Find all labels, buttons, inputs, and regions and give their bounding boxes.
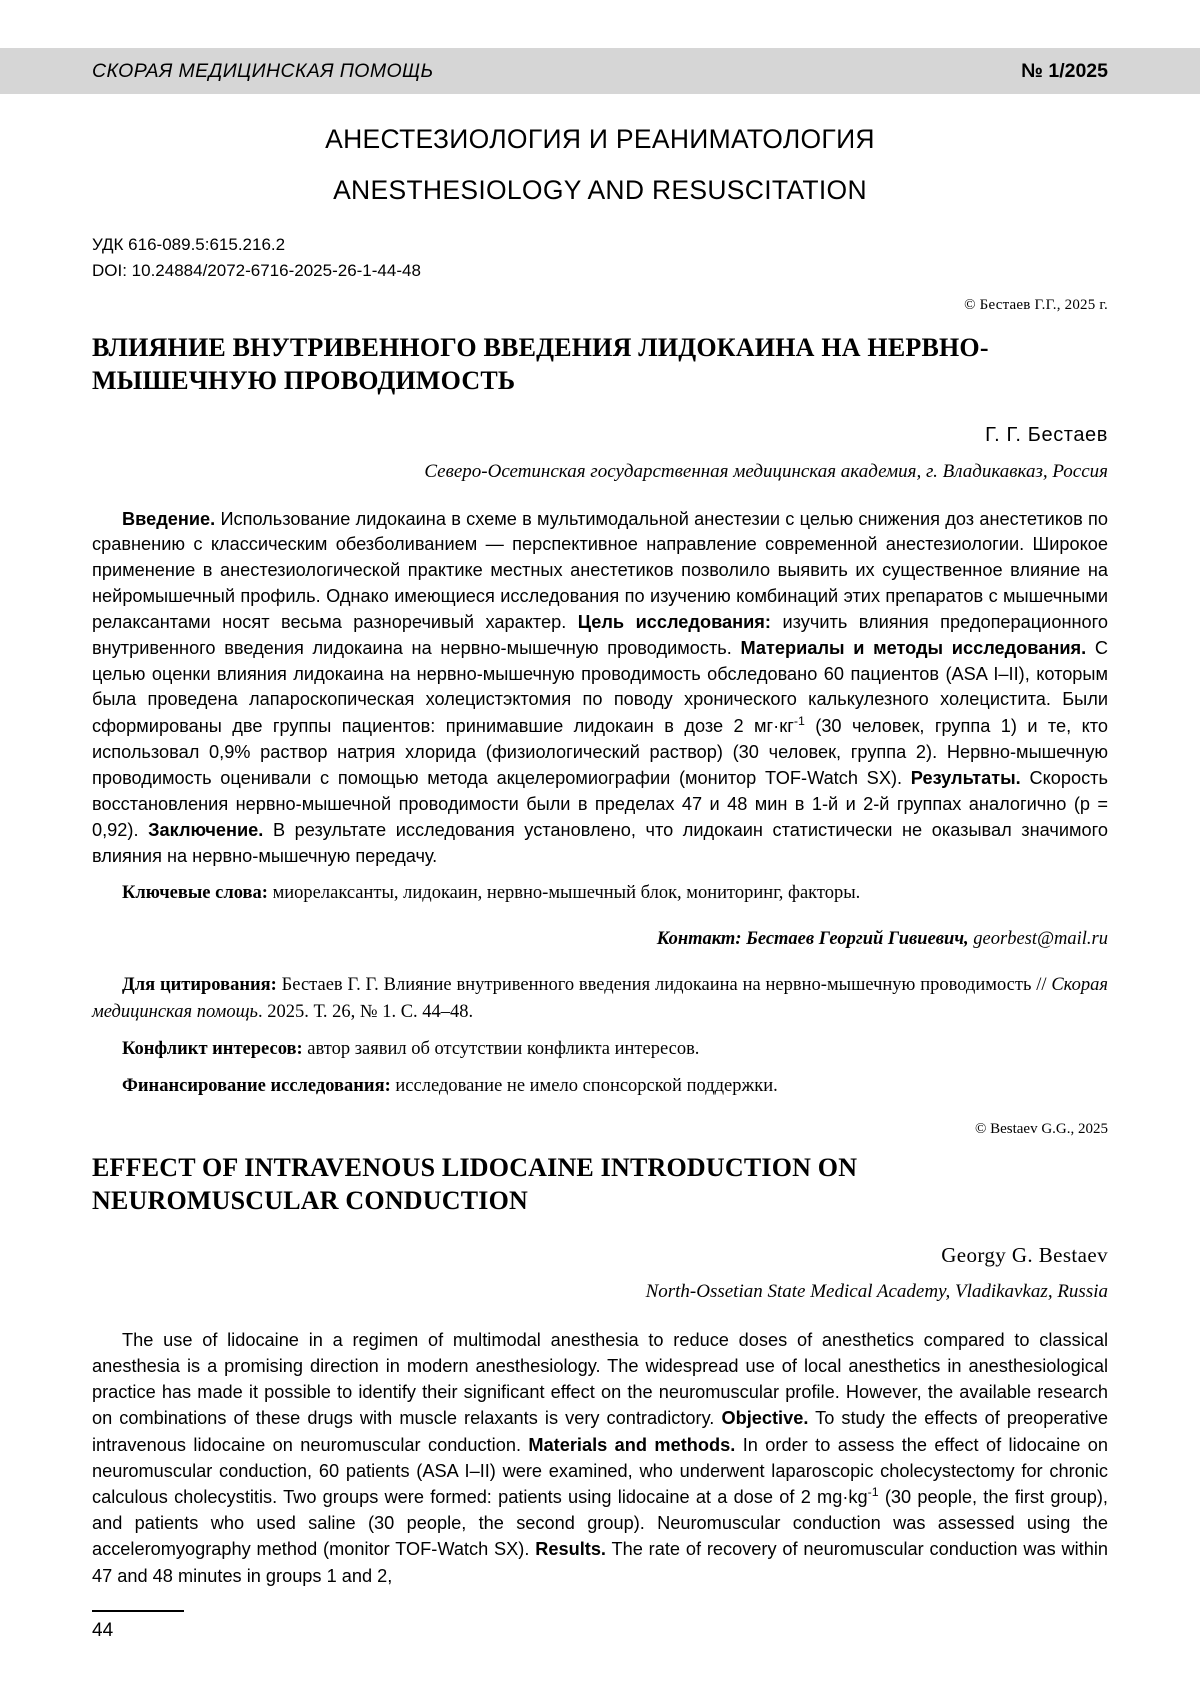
abstract-english: The use of lidocaine in a regimen of multimodal anesthesia to reduce doses of anesthetics compared to classical anesthesia is a promising direction in modern anesthesiology. The widespread use of local anesthetics in anesthesiological practice has made it possible to identify their significant effect on the neuromuscular profile. However, the available research on combinations of these drugs with muscle relaxants is very contradictory. Objective. To study the effects of preoperative intravenous lidocaine on neuromuscular conduction. Materials and methods. In order to assess the effect of lidocaine on neuromuscular conduction, 60 patients (ASA I–II) were examined, who underwent laparoscopic cholecystectomy for chronic calculous cholecystitis. Two groups were formed: patients using lidocaine at a dose of 2 $mg\cdot kg^{-1}$ (30 people, the first group), and patients who used saline (30 people, the second group). Neuromuscular conduction was assessed using the acceleromyography method (monitor TOF-Watch SX). Results. The rate of recovery of neuromuscular conduction was within 47 and 48 minutes in groups 1 and 2,: [92, 1329, 1108, 1586]
footer-divider: [92, 1610, 184, 1612]
funding-text: исследование не имело спонсорской поддержки.: [390, 1076, 778, 1097]
conflict-label: Конфликт интересов:: [122, 1038, 303, 1059]
citation-journal-name: Скорая медицинская помощь: [92, 975, 1108, 1022]
citation-text-part2: . 2025. Т. 26, № 1. С. 44–48.: [257, 1001, 474, 1022]
keywords-list-russian: миорелаксанты, лидокаин, нервно-мышечный блок, мониторинг, факторы.: [267, 883, 861, 904]
author-english: Georgy G. Bestaev: [941, 1242, 1108, 1267]
doi-code: DOI: 10.24884/2072-6716-2025-26-1-44-48: [92, 260, 421, 280]
page-footer: [92, 1610, 1108, 1642]
affiliation-english: North-Ossetian State Medical Academy, Vladikavkaz, Russia: [645, 1280, 1108, 1302]
identifier-block: [92, 232, 1108, 283]
funding-statement: [92, 1073, 1108, 1099]
conflict-of-interest: [92, 1036, 1108, 1062]
abstract-russian: Введение. Использование лидокаина в схеме в мультимодальной анестезии с целью снижения доз анестетиков по сравнению с классическим обезболиванием — перспективное направление современной анестезиологии. Широкое применение в анестезиологической практике местных анестетиков позволило выявить их существенное влияние на нейромышечный профиль. Однако имеющиеся исследования по изучению комбинаций этих препаратов с мышечными релаксантами носят весьма разноречивый характер. Цель исследования: изучить влияния предоперационного внутривенного введения лидокаина на нервно-мышечную проводимость. Материалы и методы исследования. С целью оценки влияния лидокаина на нервно-мышечную проводимость обследовано 60 пациентов (ASA I–II), которым была проведена лапароскопическая холецистэктомия по поводу хронического калькулезного холецистита. Были сформированы две группы пациентов: принимавшие лидокаин в дозе 2 $мг\cdot кг^{-1}$ (30 человек, группа 1) и те, кто использовал 0,9% раствор натрия хлорида (физиологический раствор) (30 человек, группа 2). Нервно-мышечную проводимость оценивали с помощью метода акцелеромиографии (монитор TOF-Watch SX). Результаты. Скорость восстановления нервно-мышечной проводимости были в пределах 47 и 48 мин в 1-й и 2-й группах аналогично (p = 0,92). Заключение. В результате исследования установлено, что лидокаин статистически не оказывал значимого влияния на нервно-мышечную передачу.: [92, 508, 1109, 866]
article-title-english: EFFECT OF INTRAVENOUS LIDOCAINE INTRODUCTION ON NEUROMUSCULAR CONDUCTION: [92, 1153, 858, 1215]
citation-russian: [92, 972, 1108, 1025]
citation-label: Для цитирования:: [122, 975, 277, 996]
keywords-label-russian: Ключевые слова:: [122, 883, 268, 904]
contact-label-russian: Контакт: Бестаев Георгий Гивиевич,: [656, 929, 969, 950]
page-content: [92, 112, 1108, 1589]
page-number: 44: [92, 1620, 114, 1641]
copyright-english: © Bestaev G.G., 2025: [974, 1121, 1108, 1138]
contact-email[interactable]: georbest@mail.ru: [968, 929, 1108, 950]
citation-text-part1: Бестаев Г. Г. Влияние внутривенного введения лидокаина на нервно-мышечную проводимость //: [276, 975, 1052, 996]
affiliation-russian: Северо-Осетинская государственная медицинская академия, г. Владикавказ, Россия: [424, 460, 1108, 482]
section-title-english: ANESTHESIOLOGY AND RESUSCITATION: [333, 175, 867, 205]
issue-number: № 1/2025: [1021, 59, 1108, 82]
article-title-russian: ВЛИЯНИЕ ВНУТРИВЕННОГО ВВЕДЕНИЯ ЛИДОКАИНА НА НЕРВНО-МЫШЕЧНУЮ ПРОВОДИМОСТЬ: [92, 333, 989, 395]
journal-name: СКОРАЯ МЕДИЦИНСКАЯ ПОМОЩЬ: [92, 59, 434, 82]
udk-code: УДК 616-089.5:615.216.2: [92, 235, 286, 254]
conflict-text: автор заявил об отсутствии конфликта интересов.: [302, 1038, 700, 1059]
contact-russian: [92, 929, 1108, 950]
keywords-russian: [92, 881, 1108, 907]
funding-label: Финансирование исследования:: [122, 1076, 391, 1097]
running-head: [0, 48, 1200, 94]
author-russian: Г. Г. Бестаев: [985, 423, 1108, 446]
section-title-russian: АНЕСТЕЗИОЛОГИЯ И РЕАНИМАТОЛОГИЯ: [325, 124, 875, 154]
copyright-russian: © Бестаев Г.Г., 2025 г.: [964, 297, 1108, 313]
